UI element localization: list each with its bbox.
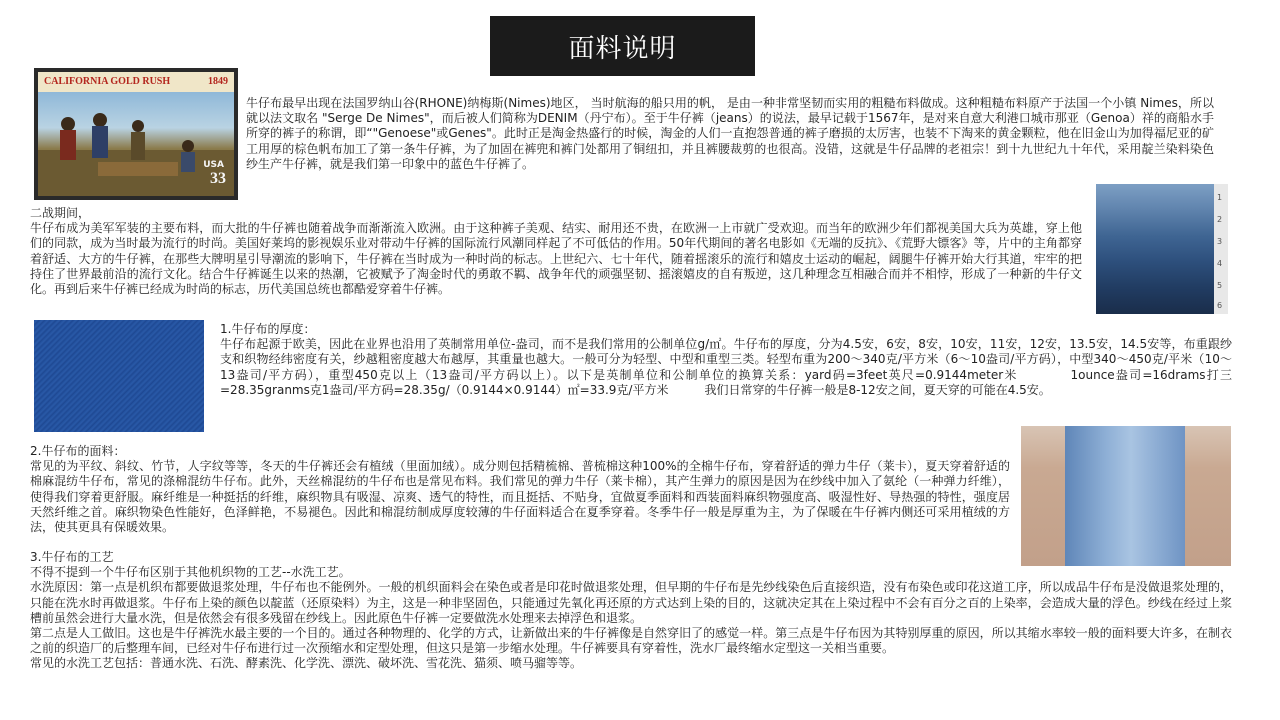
thickness-body: 牛仔布起源于欧美，因此在业界也沿用了英制常用单位-盎司，而不是我们常用的公制单位g/㎡。牛仔布的厚度，分为4.5安，6安，8安，10安，11安，12安，13.5安，14.5安等，布重跟纱支和织物经纬密度有关，纱越粗密度越大布越厚，其重量也越大。一般可分为轻型、中型和重型三类。轻型布重为200～340克/平方米（6～10盎司/平方码），中型340～450克/平米（10～13盎司/平方码），重型450克以上（13盎司/平方码以上）。以下是英制单位和公制单位的换算关系：yard码=3feet英尺=0.9144meter米 1ounce盎司=16drams打三=28.35granms克1盎司/平方码=28.35g/（0.9144×0.9144）㎡=33.9克/平方米 我们日常穿的牛仔裤一般是8-12安之间，夏天穿的可能在4.5安。 (220, 337, 1232, 397)
jeans-leg-shape (1065, 426, 1185, 566)
craft-para2: 第二点是人工做旧。这也是牛仔裤洗水最主要的一个目的。通过各种物理的、化学的方式，让新做出来的牛仔裤像是自然穿旧了的感觉一样。第三点是牛仔布因为其特别厚重的原因，所以其缩水率较一般的面料要大许多，在制衣之前的织造厂的后整理车间，已经对牛仔布进行过一次预缩水和定型处理，但这只是第一步缩水处理。牛仔裤要具有穿着性，洗水厂最终缩水定型这一关相当重要。 (30, 626, 1232, 656)
swatch-scale-label: 2 (1217, 215, 1223, 224)
swatch-ruler (1214, 184, 1228, 314)
ww2-body: 牛仔布成为美军军装的主要布料，而大批的牛仔裤也随着战争而渐渐流入欧洲。由于这种裤子美观、结实、耐用还不贵，在欧洲一上市就广受欢迎。而当年的欧洲少年们都视美国大兵为英雄，穿上他们的同款，成为当时最为流行的时尚。美国好莱坞的影视娱乐业对带动牛仔裤的国际流行风潮同样起了不可低估的作用。50年代期间的著名电影如《无端的反抗》、《荒野大镖客》等，片中的主角都穿着舒适、大方的牛仔裤，在那些大牌明星引导潮流的影响下，牛仔裤在当时成为一种时尚的标志。上世纪六、七十年代，随着摇滚乐的流行和嬉皮士运动的崛起，阔腿牛仔裤开始大行其道，牢牢的把持住了世界最前沿的流行文化。结合牛仔裤诞生以来的热潮，它被赋予了淘金时代的勇敢不羁、战争年代的顽强坚韧、摇滚嬉皮的自有叛逆，这几种理念互相融合而并不相悖，形成了一种新的牛仔文化。再到后来牛仔裤已经成为时尚的标志，历代美国总统也都酷爱穿着牛仔裤。 (30, 221, 1082, 297)
swatch-scale-label: 4 (1217, 259, 1223, 268)
thickness-heading: 1.牛仔布的厚度： (220, 322, 316, 336)
craft-section (30, 550, 1232, 672)
stamp-value: 33 (210, 170, 226, 187)
stamp-header-left: CALIFORNIA GOLD RUSH (44, 75, 171, 87)
swatch-scale-svg (1214, 184, 1228, 314)
stamp-country: USA (203, 160, 224, 170)
craft-heading: 3.牛仔布的工艺 (30, 550, 114, 564)
miners-illustration (38, 90, 234, 196)
fabric-body: 常见的为平纹、斜纹、竹节，人字纹等等，冬天的牛仔裤还会有植绒（里面加绒）。成分则包括精梳棉、普梳棉这种100%的全棉牛仔布，穿着舒适的弹力牛仔（莱卡），夏天穿着舒适的棉麻混纺牛仔布，常见的涤棉混纺牛仔布。此外，天丝棉混纺的牛仔布也是常见布料。我们常见的弹力牛仔（莱卡棉），其产生弹力的原因是因为在纱线中加入了氨纶（一种弹力纤维），使得我们穿着更舒服。麻纤维是一种挺括的纤维，麻织物具有吸湿、凉爽、透气的特性，而且挺括、不贴身，宜做夏季面料和西装面料麻织物强度高、吸湿性好、导热强的特性，强度居天然纤维之首。麻织物染色性能好，色泽鲜艳，不易褪色。因此和棉混纺制成厚度较薄的牛仔面料适合在夏季穿着。冬季牛仔一般是厚重为主，为了保暖在牛仔裤内侧还可采用植绒的方法，使其更具有保暖效果。 (30, 459, 1010, 535)
craft-line-last: 常见的水洗工艺包括：普通水洗、石洗、酵素洗、化学洗、漂洗、破坏洗、雪花洗、猫须、喷马骝等等。 (30, 656, 583, 671)
gold-rush-stamp-image (34, 68, 238, 200)
ww2-section (30, 206, 1082, 297)
denim-shade-swatch-image (1096, 184, 1228, 314)
craft-para1: 水洗原因：第一点是机织布都要做退浆处理，牛仔布也不能例外。一般的机织面料会在染色或者是印花时做退浆处理，但早期的牛仔布是先纱线染色后直接织造，没有布染色或印花这道工序，所以成品牛仔布是没做退浆处理的，只能在洗水时再做退浆。牛仔布上染的颜色以靛蓝（还原染料）为主，这是一种非坚固色，只能通过先氧化再还原的方式达到上染的目的，这就决定其在上染过程中不会有百分之百的上染率，会造成大量的浮色。纱线在经过上浆槽前虽然会进行大量水洗，但是依然会有很多残留在纱线上。因此原色牛仔裤一定要做洗水处理来去掉浮色和退浆。 (30, 580, 1232, 625)
swatch-scale-label: 6 (1217, 301, 1223, 310)
swatch-scale-label: 3 (1217, 237, 1223, 246)
craft-line1: 不得不提到一个牛仔布区别于其他机织物的工艺--水洗工艺。 (30, 565, 351, 580)
stamp-header-right: 1849 (208, 75, 228, 87)
fabric-heading: 2.牛仔布的面料： (30, 444, 126, 458)
denim-fabric-image (34, 320, 204, 432)
intro-paragraph (246, 96, 1214, 172)
swatch-scale-label: 1 (1217, 193, 1223, 202)
ww2-heading: 二战期间， (30, 206, 91, 220)
thickness-section (220, 322, 1232, 398)
fabric-section (30, 444, 1010, 535)
stretch-denim-image (1021, 426, 1231, 566)
page-title: 面料说明 (490, 16, 755, 76)
swatch-scale-label: 5 (1217, 281, 1223, 290)
intro-text: 牛仔布最早出现在法国罗纳山谷(RHONE)纳梅斯(Nimes)地区， 当时航海的船只用的帆， 是由一种非常坚韧而实用的粗糙布料做成。这种粗糙布料原产于法国一个小镇 Nimes，所以就以法文取名 "Serge De Nimes"，而后被人们简称为DENIM（丹宁布）。至于牛仔裤（jeans）的说法，最早记载于1567年，是对来自意大利港口城市那亚（Genoa）祥的商船水手所穿的裤子的称谓，即“"Genoese"或Genes"。此时正是淘金热盛行的时候，淘金的人们一直抱怨普通的裤子磨损的太厉害，也装不下淘来的黄金颗粒，他在旧金山为加得福尼亚的矿工用厚的棕色帆布加工了第一条牛仔裤，为了加固在裤兜和裤门处都用了铜纽扣，并且裤腰裁剪的也很高。没错，这就是牛仔品牌的老祖宗！到十九世纪九十年代，采用靛兰染料染色纱生产牛仔裤，就是我们第一印象中的蓝色牛仔裤了。 (246, 96, 1214, 171)
